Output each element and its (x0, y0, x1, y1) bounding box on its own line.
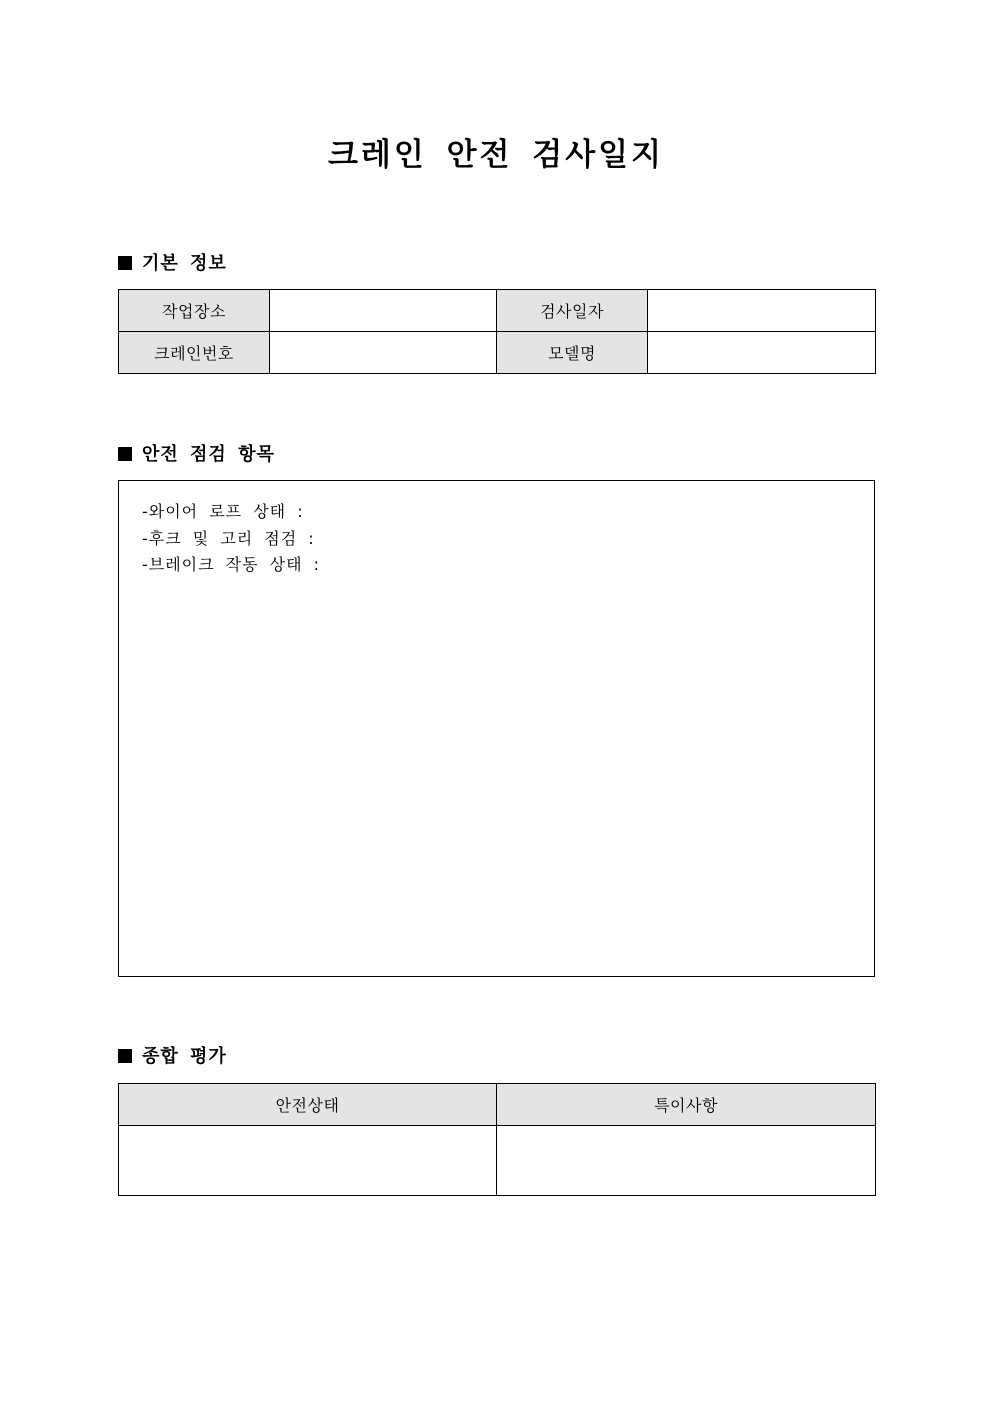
work-location-label: 작업장소 (119, 290, 270, 332)
document-title: 크레인 안전 검사일지 (327, 137, 665, 173)
summary-heading (118, 1044, 227, 1070)
square-bullet-icon (118, 447, 132, 461)
safety-check-box[interactable] (118, 480, 875, 977)
safety-check-heading-label: 안전 점검 항목 (142, 444, 275, 465)
basic-info-table (118, 289, 876, 374)
crane-number-field[interactable] (270, 332, 497, 374)
remarks-header: 특이사항 (497, 1084, 876, 1126)
safety-check-list (142, 499, 320, 579)
list-item: -후크 및 고리 점검 : (142, 528, 315, 548)
summary-heading-label: 종합 평가 (142, 1046, 227, 1067)
safety-status-header: 안전상태 (119, 1084, 497, 1126)
safety-check-heading (118, 442, 275, 468)
table-row (119, 1126, 876, 1196)
list-item: -와이어 로프 상태 : (142, 502, 304, 521)
crane-number-label: 크레인번호 (119, 332, 270, 374)
square-bullet-icon (118, 256, 132, 270)
basic-info-heading-label: 기본 정보 (142, 253, 227, 274)
model-name-label: 모델명 (497, 332, 648, 374)
table-row (119, 1084, 876, 1126)
work-location-field[interactable] (270, 290, 497, 332)
safety-status-field[interactable] (119, 1126, 497, 1196)
table-row (119, 332, 876, 374)
inspection-date-field[interactable] (648, 290, 876, 332)
square-bullet-icon (118, 1049, 132, 1063)
inspection-date-label: 검사일자 (497, 290, 648, 332)
basic-info-heading (118, 251, 227, 277)
model-name-field[interactable] (648, 332, 876, 374)
list-item: -브레이크 작동 상태 : (142, 555, 321, 574)
table-row (119, 290, 876, 332)
remarks-field[interactable] (497, 1126, 876, 1196)
summary-table (118, 1083, 876, 1196)
